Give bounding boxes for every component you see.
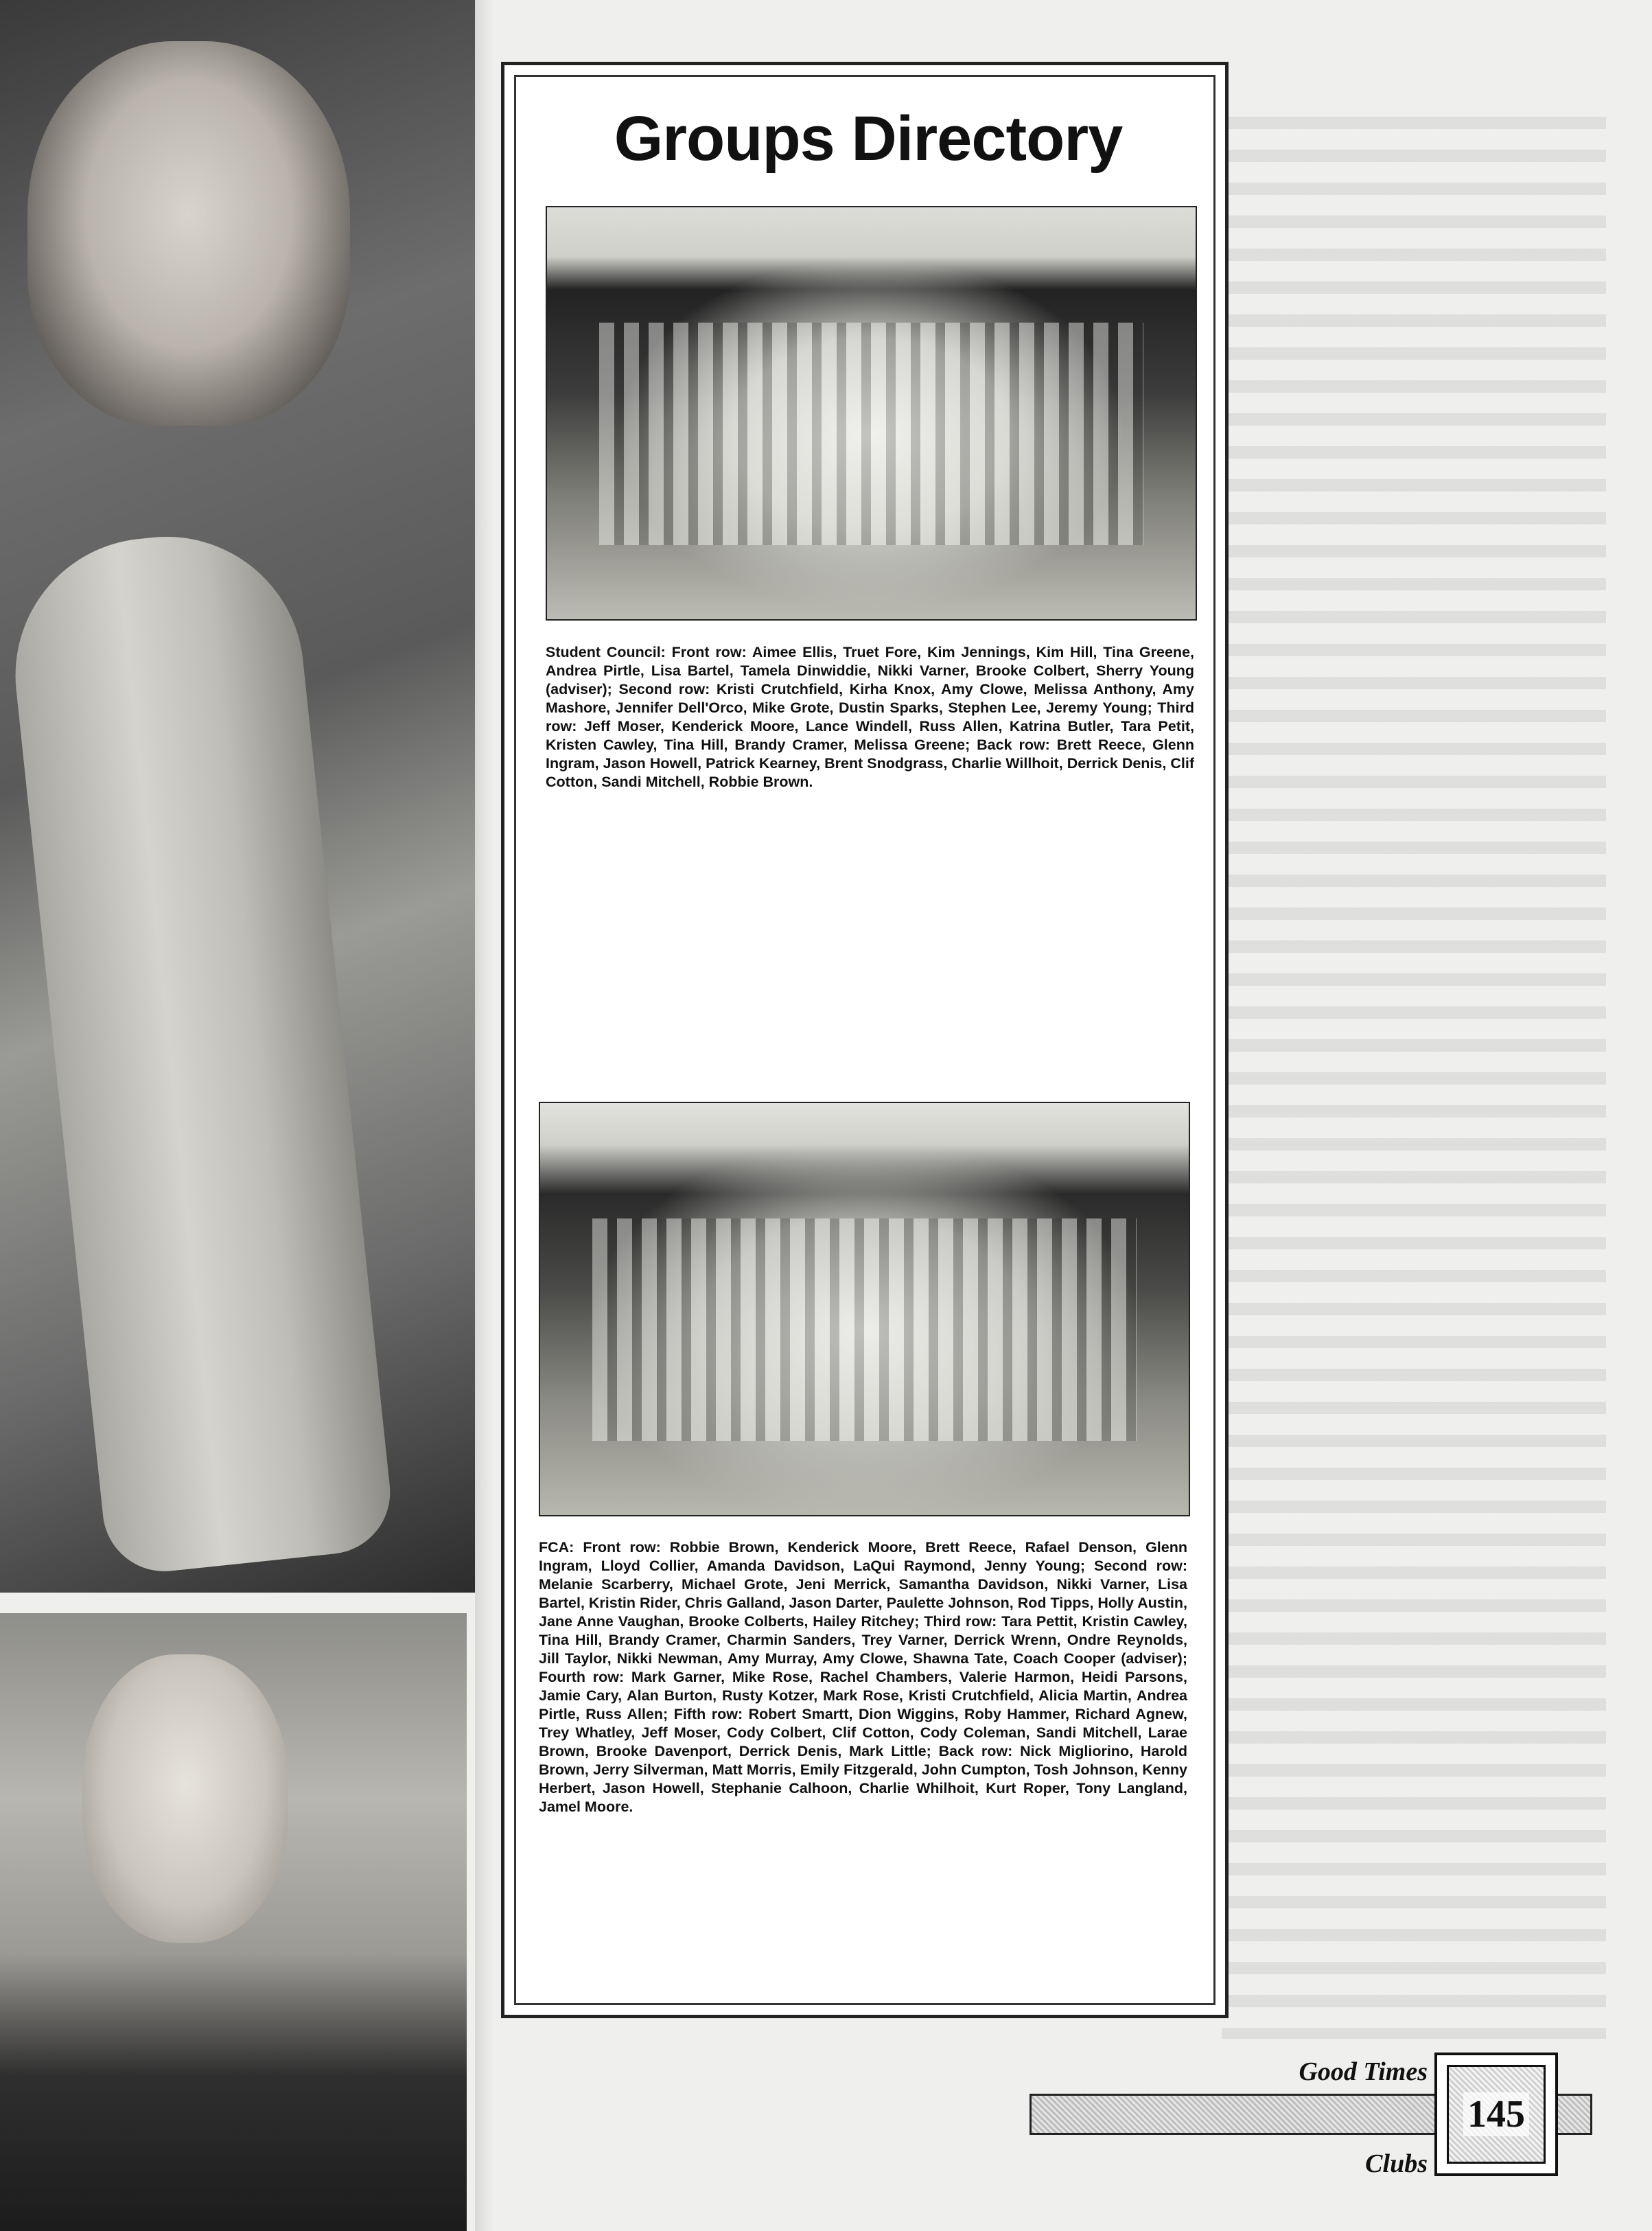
page-title: Groups Directory [614, 104, 1123, 174]
bleed-through-text [1222, 117, 1606, 2039]
groups-directory-panel [501, 62, 1229, 2018]
fca-caption: FCA: Front row: Robbie Brown, Kenderick Moore, Brett Reece, Rafael Denson, Glenn Ingram, Lloyd Collier, Amanda Davidson, LaQui Raymond, Jenny Young; Second row: Melanie Scarberry, Michael Grote, Jeni Merrick, Samantha Davidson, Nikki Varner, Lisa Bartel, Kristin Rider, Chris Galland, Jason Darter, Paulette Johnson, Rod Tipps, Holly Austin, Jane Anne Vaughan, Brooke Colberts, Hailey Ritchey; Third row: Tara Pettit, Kristin Cawley, Tina Hill, Brandy Cramer, Charmin Sanders, Trey Varner, Derrick Wrenn, Ondre Reynolds, Jill Taylor, Nikki Newman, Amy Murray, Amy Clowe, Shawna Tate, Coach Cooper (adviser); Fourth row: Mark Garner, Mike Rose, Rachel Chambers, Valerie Harmon, Heidi Parsons, Jamie Cary, Alan Burton, Rusty Kotzer, Mark Rose, Kristi Crutchfield, Alicia Martin, Andrea Pirtle, Russ Allen; Fifth row: Robert Smartt, Dion Wiggins, Roby Hammer, Richard Agnew, Trey Whatley, Jeff Moser, Cody Colbert, Clif Cotton, Cody Coleman, Sandi Mitchell, Larae Brown, Brooke Davenport, Derrick Denis, Mark Little; Back row: Nick Migliorino, Harold Brown, Jerry Silverman, Matt Morris, Emily Fitzgerald, John Cumpton, Tosh Johnson, Kenny Herbert, Jason Howell, Stephanie Calhoon, Charlie Whilhoit, Kurt Roper, Tony Langland, Jamel Moore. [539, 1539, 1187, 1815]
candid-photo-student-bottom [0, 1613, 467, 2231]
student-knee-jeans [2, 523, 396, 1577]
fca-group-photo [539, 1102, 1190, 1516]
section-label-clubs: Clubs [1365, 2149, 1428, 2178]
group-members-rows [592, 1218, 1137, 1441]
student-portrait-face [27, 41, 350, 426]
student-council-caption: Student Council: Front row: Aimee Ellis, Truet Fore, Kim Jennings, Kim Hill, Tina Greene, Andrea Pirtle, Lisa Bartel, Tamela Dinwiddie, Nikki Varner, Brooke Colbert, Sherry Young (adviser); Second row: Kristi Crutchfield, Kirha Knox, Amy Clowe, Melissa Anthony, Amy Mashore, Jennifer Dell'Orco, Mike Grote, Dustin Sparks, Stephen Lee, Jeremy Young; Third row: Jeff Moser, Kenderick Moore, Lance Windell, Russ Allen, Katrina Butler, Tara Petit, Kristen Cawley, Tina Hill, Brandy Cramer, Melissa Greene; Back row: Brett Reece, Glenn Ingram, Jason Howell, Patrick Kearney, Brent Snodgrass, Charlie Willhoit, Derrick Denis, Clif Cotton, Sandi Mitchell, Robbie Brown. [546, 644, 1194, 790]
section-label-good-times: Good Times [1299, 2057, 1428, 2086]
candid-photo-student-top [0, 0, 475, 1593]
page-gutter [475, 0, 496, 2231]
student-council-group-photo [546, 206, 1197, 621]
page-number-box [1434, 2053, 1558, 2176]
group-members-rows [599, 323, 1144, 545]
page-number: 145 [1463, 2092, 1529, 2136]
student-portrait-face-bottom [82, 1654, 288, 1943]
page-number-inner [1447, 2065, 1546, 2164]
